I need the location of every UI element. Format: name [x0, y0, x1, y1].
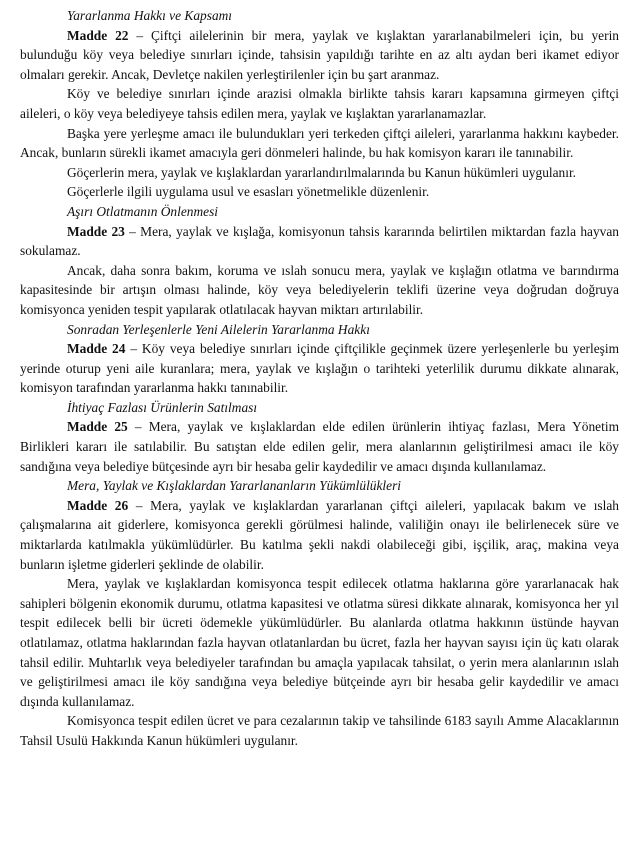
- article-number: Madde 26: [67, 497, 129, 513]
- paragraph: Başka yere yerleşme amacı ile bulundukları yeri terkeden çiftçi aileleri, yararlanma hakkını kaybeder. Ancak, bunların sürekli ikamet amacıyla geri dönmeleri halinde, bu hak komisyon kararı ile tanınabilir.: [20, 125, 619, 161]
- article-number: Madde 22: [67, 27, 129, 43]
- paragraph-text: – Mera, yaylak ve kışlaklardan elde edilen ürünlerin ihtiyaç fazlası, Mera Yönetim Birlikleri kararı ile satılabilir. Bu satıştan elde edilen gelir, mera alanlarının geliştirilmesi amacı ile köy sandığına veya belediye bütçesinde ayrı bir hesaba gelir kaydedilir ve amacı dışında kullanılamaz.: [20, 419, 619, 474]
- paragraph: [20, 222, 619, 261]
- paragraph: Ancak, daha sonra bakım, koruma ve ıslah sonucu mera, yaylak ve kışlağın otlatma ve barındırma kapasitesinde bir artışın olması halinde, köy veya belediyelerin teklifi üzerine veya doğrudan doğruya komisyonca yeniden tespit yapılarak otlatılacak hayvan miktarı artırılabilir.: [20, 262, 619, 317]
- paragraph: Mera, yaylak ve kışlaklardan komisyonca tespit edilecek otlatma haklarına göre yararlanacak hak sahipleri bölgenin ekonomik durumu, otlatma kapasitesi ve otlatma süresi dikkate alınarak, komisyonca her yıl tespit edilecek belli bir ücreti ödemekle yükümlüdürler. Bu alanlarda otlatma hakkının üstünde hayvan otlatılamaz, otlatma haklarından fazla hayvan otlatanlardan bu ücret, fazla her hayvan sayısı için üç katı olarak tahsil edilir. Muhtarlık veya belediyeler tarafından bu amaçla yapılacak tahsilat, o yerin mera alanlarının ıslah ve geliştirilmesi amacı ile köy sandığına veya belediye bütçeinde ayrı bir hesaba gelir kaydedilir ve amacı dışında kullanılamaz.: [20, 576, 619, 709]
- paragraph-text: – Mera, yaylak ve kışlağa, komisyonun tahsis kararında belirtilen miktardan fazla hayvan sokulamaz.: [20, 223, 619, 259]
- article-number: Madde 23: [67, 223, 125, 239]
- section-heading: İhtiyaç Fazlası Ürünlerin Satılması: [67, 399, 258, 415]
- section-heading: Sonradan Yerleşenlerle Yeni Ailelerin Yararlanma Hakkı: [67, 321, 370, 337]
- paragraph: [20, 496, 619, 574]
- paragraph: [20, 26, 619, 85]
- paragraph: Göçerlerle ilgili uygulama usul ve esasları yönetmelikle düzenlenir.: [67, 184, 430, 200]
- paragraph: Göçerlerin mera, yaylak ve kışlaklardan yararlandırılmalarında bu Kanun hükümleri uygulanır.: [67, 164, 577, 180]
- paragraph-text: – Mera, yaylak ve kışlaklardan yararlanan çiftçi aileleri, yapılacak bakım ve ıslah çalışmalarına ait giderlere, komisyonca gerekli görülmesi halinde, valiliğin onayı ile belirlenecek süre ve miktarlarda katılmakla yükümlüdürler. Bu katılma şekli nakdi olabileceği gibi, işçilik, araç, makina veya bunların işletme giderleri şeklinde de olabilir.: [20, 497, 620, 572]
- paragraph-text: – Çiftçi ailelerinin bir mera, yaylak ve kışlaktan yararlanabilmeleri için, bu yerin bulunduğu köy veya belediye sınırları içinde, tahsisin yapıldığı tarihte en az altı aydan beri ikamet ediyor olmaları gerekir. Ancak, Devletçe nakilen yerleştirilenler için bu şart aranmaz.: [20, 27, 619, 82]
- paragraph: Komisyonca tespit edilen ücret ve para cezalarının takip ve tahsilinde 6183 sayılı Amme Alacaklarının Tahsil Usulü Hakkında Kanun hükümleri uygulanır.: [20, 713, 619, 748]
- article-number: Madde 24: [67, 341, 126, 357]
- article-number: Madde 25: [67, 419, 128, 435]
- paragraph-text: – Köy veya belediye sınırları içinde çiftçilikle geçinmek üzere yerleşenlerle bu yerleşim yerinde oturup yeni aile kuranlara; mera, yaylak ve kışlağın o tarihteki yeterlilik durumu dikkate alınarak, komisyon tarafından yararlanma hakkı tanınabilir.: [20, 341, 619, 396]
- section-heading: Yararlanma Hakkı ve Kapsamı: [67, 8, 233, 23]
- paragraph: [20, 417, 619, 476]
- section-heading: Mera, Yaylak ve Kışlaklardan Yararlananların Yükümlülükleri: [67, 478, 402, 494]
- paragraph: [20, 339, 619, 398]
- paragraph: Köy ve belediye sınırları içinde arazisi olmakla birlikte tahsis kararı kapsamına girmeyen çiftçi aileleri, o köy veya belediyeye tahsis edilen mera, yaylak ve kışlaktan yararlanamazlar.: [20, 86, 619, 121]
- section-heading: Aşırı Otlatmanın Önlenmesi: [67, 203, 219, 219]
